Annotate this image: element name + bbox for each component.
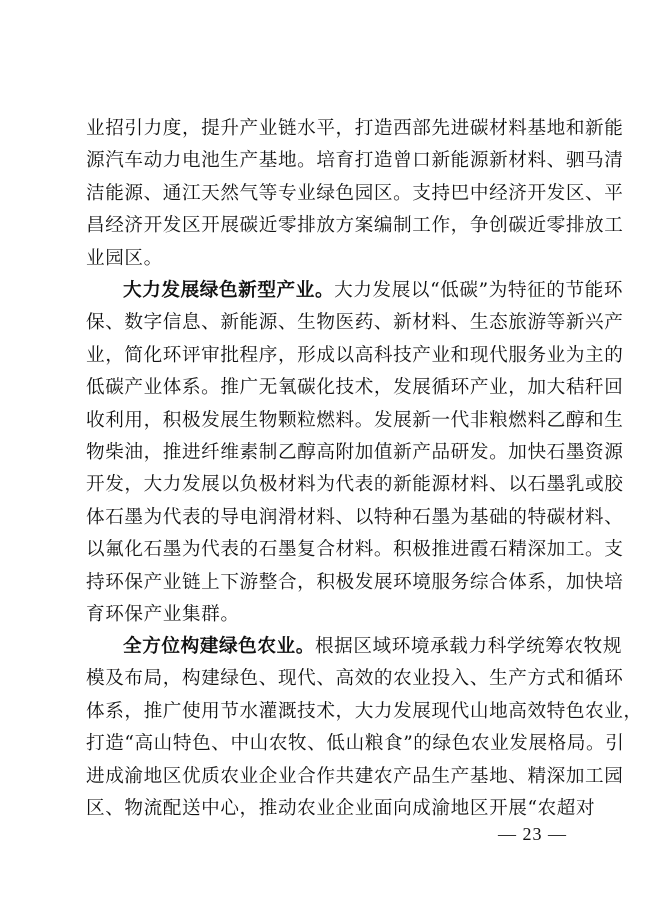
paragraph-line: 源汽车动力电池生产基地。培育打造曾口新能源新材料、驷马清 [86,150,624,172]
paragraph-line: 进成渝地区优质农业企业合作共建农产品生产基地、精深加工园 [86,765,624,787]
paragraph-heading: 大力发展绿色新型产业。 [123,280,335,301]
paragraph-line: 区、物流配送中心，推动农业企业面向成渝地区开展“农超对 [86,797,596,819]
paragraph-line: 开发，大力发展以负极材料为代表的新能源材料、以石墨乳或胶 [86,474,624,496]
paragraph-line: 洁能源、通江天然气等专业绿色园区。支持巴中经济开发区、平 [86,182,624,204]
paragraph-line: 以氟化石墨为代表的石墨复合材料。积极推进霞石精深加工。支 [86,539,624,561]
paragraph-first-line [86,631,623,663]
paragraph-line: 收利用，积极发展生物颗粒燃料。发展新一代非粮燃料乙醇和生 [86,409,624,431]
paragraph-line: 业园区。 [86,247,163,269]
paragraph-line: 物柴油，推进纤维素制乙醇高附加值新产品研发。加快石墨资源 [86,441,624,463]
paragraph-line: 打造“高山特色、中山农牧、低山粮食”的绿色农业发展格局。引 [86,733,625,755]
paragraph-line: 体石墨为代表的导电润滑材料、以特种石墨为基础的特碳材料、 [86,506,624,528]
paragraph-line: 模及布局，构建绿色、现代、高效的农业投入、生产方式和循环 [86,668,624,690]
paragraph-2 [86,275,624,631]
paragraph-line: 持环保产业链上下游整合，积极发展环境服务综合体系，加快培 [86,571,624,593]
paragraph-line: 大力发展以“低碳”为特征的节能环 [334,280,624,301]
paragraph-heading: 全方位构建绿色农业。 [123,636,315,657]
paragraph-3 [86,631,643,825]
paragraph-line: 体系，推广使用节水灌溉技术，大力发展现代山地高效特色农业， [86,700,643,722]
paragraph-first-line [86,275,624,307]
paragraph-line: 保、数字信息、新能源、生物医药、新材料、生态旅游等新兴产 [86,312,624,334]
paragraph-line: 业，简化环评审批程序，形成以高科技产业和现代服务业为主的 [86,344,624,366]
paragraph-1 [86,113,624,275]
paragraph-line: 业招引力度，提升产业链水平，打造西部先进碳材料基地和新能 [86,118,624,139]
paragraph-line: 低碳产业体系。推广无氧碳化技术，发展循环产业，加大秸秆回 [86,377,624,399]
paragraph-line: 根据区域环境承载力科学统筹农牧规 [314,636,623,657]
paragraph-line: 育环保产业集群。 [86,603,240,625]
page-number: — 23 — [498,824,567,844]
paragraph-line: 昌经济开发区开展碳近零排放方案编制工作，争创碳近零排放工 [86,215,624,237]
